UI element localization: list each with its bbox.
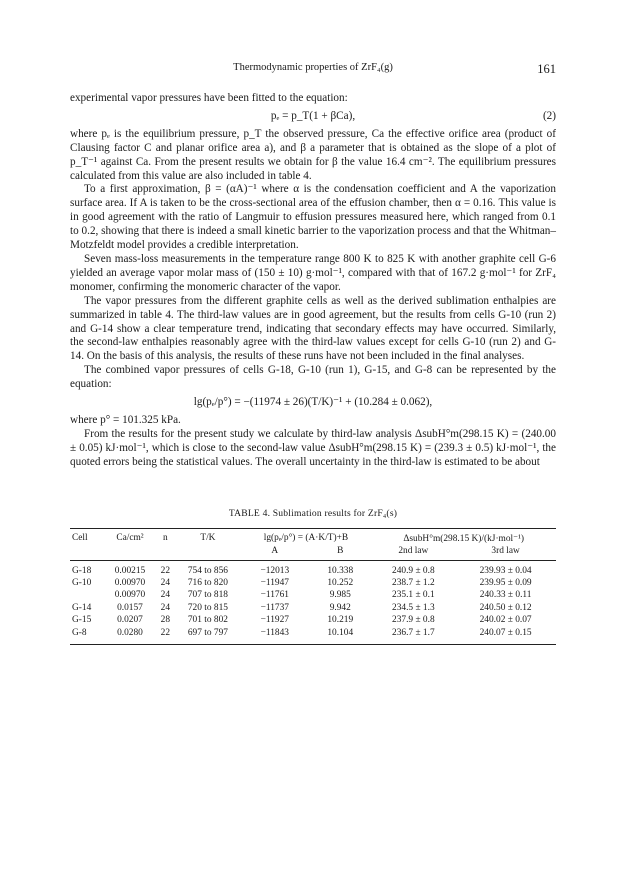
header-lg: lg(pₑ/p°) = (A·K/T)+B: [241, 528, 372, 546]
cell-ca: 0.00215: [114, 565, 146, 576]
cell-name: G-8: [70, 627, 104, 644]
header-a: A: [241, 546, 310, 561]
cell-a: −11737: [260, 602, 289, 613]
cell-n: 22: [155, 627, 175, 644]
running-title: Thermodynamic properties of ZrF₄(g): [233, 62, 393, 73]
page-number: 161: [537, 62, 556, 76]
cell-ca: 0.0207: [117, 615, 143, 626]
cell-t: 720 to 815: [187, 602, 228, 613]
header-ca: Ca/cm²: [104, 528, 155, 546]
cell-ca: 0.00970: [114, 577, 146, 588]
cell-b: 10.104: [309, 627, 371, 644]
header-t: T/K: [175, 528, 240, 546]
table-caption: TABLE 4. Sublimation results for ZrF₄(s): [228, 507, 398, 519]
cell-2nd-law: 235.1 ± 0.1: [392, 590, 435, 601]
table-row: [70, 602, 556, 614]
cell-2nd-law: 237.9 ± 0.8: [392, 615, 435, 626]
cell-a: −11927: [260, 615, 289, 626]
cell-a: −11947: [260, 577, 289, 588]
cell-t: 754 to 856: [187, 565, 228, 576]
cell-3rd-law: 240.02 ± 0.07: [479, 615, 532, 626]
table-row: [70, 590, 556, 602]
cell-b: 10.338: [327, 565, 354, 576]
cell-b: 10.219: [327, 615, 354, 626]
cell-b: 9.942: [329, 602, 351, 613]
table-row: [70, 627, 556, 644]
table-row: [70, 615, 556, 627]
cell-n: 28: [160, 615, 171, 626]
cell-ca: 0.00970: [114, 590, 146, 601]
header-n: n: [155, 528, 175, 546]
paragraph-3: To a first approximation, β = (αA)⁻¹ where α is the condensation coefficient and A the vaporization surface area. If A is taken to be the cross-sectional area of the effusion chamber, then α = 0.16. This value is in good agreement with the ratio of Langmuir to effusion pressures measured here, which ranged from 0.1 to 0.2, showing that there is indeed a small kinetic barrier to the vaporization process and that the Whitman–Motzfeldt model provides a credible interpretation.: [70, 183, 556, 252]
cell-name: G-15: [72, 615, 92, 626]
cell-t: 701 to 802: [187, 615, 228, 626]
table-row: [70, 577, 556, 589]
cell-t: 716 to 820: [187, 577, 228, 588]
cell-2nd-law: 236.7 ± 1.7: [371, 627, 455, 644]
cell-3rd-law: 239.93 ± 0.04: [479, 565, 532, 576]
equation-2-number: (2): [542, 109, 556, 122]
cell-a: −11843: [241, 627, 310, 644]
cell-t: 707 to 818: [187, 590, 228, 601]
cell-n: 24: [160, 602, 171, 613]
header-b: B: [309, 546, 371, 561]
cell-a: −11761: [260, 590, 289, 601]
cell-name: G-18: [72, 565, 92, 576]
paragraph-5: The vapor pressures from the different graphite cells as well as the derived sublimation enthalpies are summarized in table 4. The third-law values are in good agreement, but the results from cells G-10 (run 2) and G-14 show a clear temperature trend, indicating that secondary effects may have occurred. Similarly, the second-law enthalpies reasonably agree with the third-law values except for cells G-10 (run 2) and G-14. On the basis of this analysis, the results of these runs have not been included in the final analyses.: [70, 294, 556, 363]
cell-name: G-14: [72, 602, 92, 613]
cell-n: 22: [160, 565, 171, 576]
equation-2: [70, 110, 556, 124]
paragraph-8: From the results for the present study we calculate by third-law analysis ΔsubH°m(298.15 K) = (240.00 ± 0.05) kJ·mol⁻¹, which is close to the second-law value ΔsubH°m(298.15 K) = (239.3 ± 0.5) kJ·mol⁻¹, the quoted errors being the statistical values. The overall uncertainty in the third-law is estimated to be about: [70, 427, 556, 468]
running-header: [70, 62, 556, 78]
cell-n: 24: [160, 590, 171, 601]
header-cell: Cell: [70, 528, 104, 546]
cell-b: 10.252: [327, 577, 354, 588]
cell-ca: 0.0280: [104, 627, 155, 644]
page: [70, 62, 556, 645]
paragraph-1: experimental vapor pressures have been fitted to the equation:: [70, 92, 348, 104]
equation-2-expression: pₑ = p_T(1 + βCa),: [270, 109, 356, 122]
table-header-row: [70, 528, 556, 546]
paragraph-4: Seven mass-loss measurements in the temperature range 800 K to 825 K with another graphite cell G-6 yielded an average vapor molar mass of (150 ± 10) g·mol⁻¹, compared with that of 167.2 g·mol⁻¹ for ZrF₄ monomer, confirming the monomeric character of the vapor.: [70, 252, 556, 293]
cell-3rd-law: 240.33 ± 0.11: [479, 590, 532, 601]
cell-name: G-10: [72, 577, 92, 588]
table-row: [70, 560, 556, 577]
cell-2nd-law: 240.9 ± 0.8: [392, 565, 435, 576]
cell-3rd-law: 239.95 ± 0.09: [479, 577, 532, 588]
cell-t: 697 to 797: [175, 627, 240, 644]
sublimation-table: [70, 528, 556, 645]
table-subheader-row: [70, 546, 556, 561]
header-2nd-law: 2nd law: [371, 546, 455, 561]
equation-vapor-pressure-expression: lg(pₑ/p°) = −(11974 ± 26)(T/K)⁻¹ + (10.284 ± 0.062),: [193, 396, 433, 409]
header-3rd-law: 3rd law: [455, 546, 556, 561]
paragraph-2: where pₑ is the equilibrium pressure, p_T the observed pressure, Ca the effective orifice area (product of Clausing factor C and planar orifice area a), and β a parameter that is obtained as the slope of a plot of p_T⁻¹ against Ca. From the present results we obtain for β the value 16.4 cm⁻². The equilibrium pressures calculated from this value are also included in table 4.: [70, 127, 556, 182]
cell-name: [70, 590, 104, 602]
equation-vapor-pressure: [70, 396, 556, 410]
cell-3rd-law: 240.50 ± 0.12: [479, 602, 532, 613]
cell-3rd-law: 240.07 ± 0.15: [455, 627, 556, 644]
cell-2nd-law: 238.7 ± 1.2: [392, 577, 435, 588]
header-dh: ΔsubH°m(298.15 K)/(kJ·mol⁻¹): [371, 528, 556, 546]
body-text: [70, 92, 556, 470]
paragraph-6: The combined vapor pressures of cells G-18, G-10 (run 1), G-15, and G-8 can be represented by the equation:: [70, 364, 556, 391]
cell-n: 24: [160, 577, 171, 588]
cell-2nd-law: 234.5 ± 1.3: [392, 602, 435, 613]
cell-a: −12013: [260, 565, 290, 576]
cell-ca: 0.0157: [117, 602, 143, 613]
paragraph-7: where p° = 101.325 kPa.: [70, 413, 181, 426]
cell-b: 9.985: [329, 590, 351, 601]
